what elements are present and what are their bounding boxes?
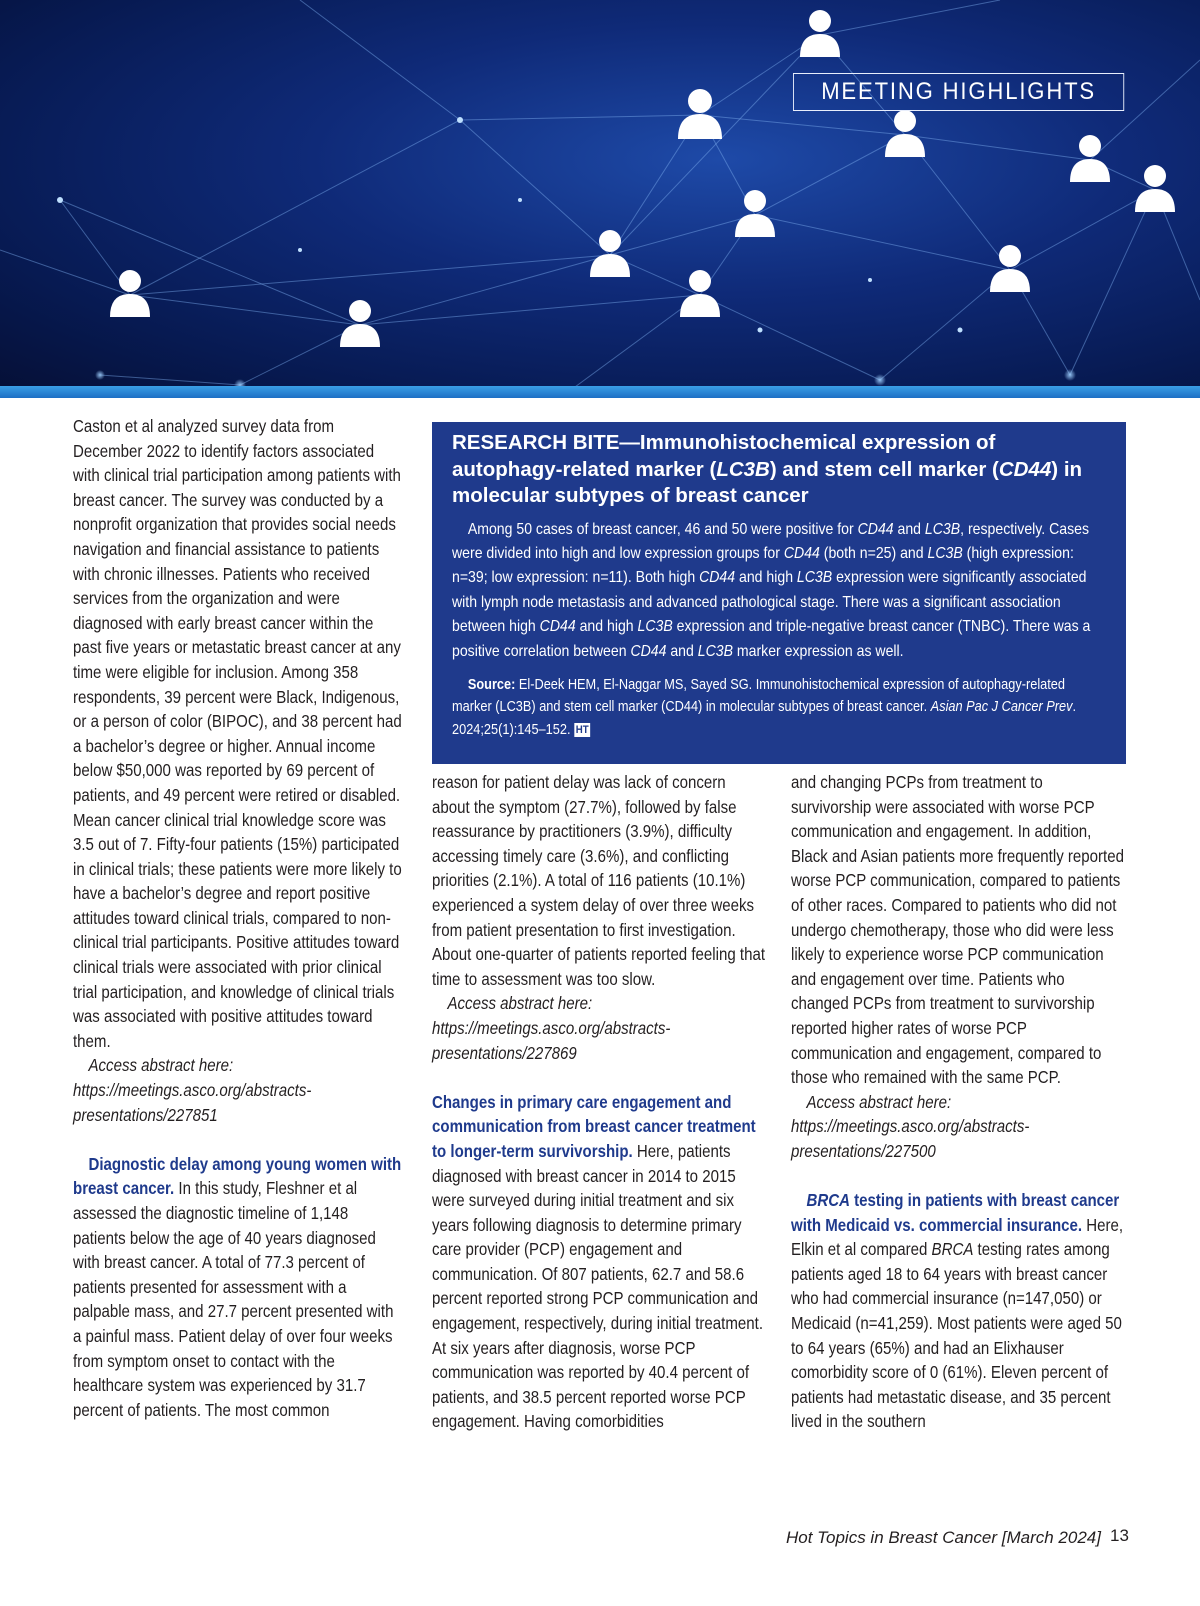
person-icon: [680, 270, 720, 317]
paragraph-text: testing rates among patients aged 18 to 64 years with breast cancer who had commercial insurance (n=147,050) or Medicaid (n=41,259). Most patients were aged 50 to 64 years (65%) and had an Elixhauser comorbidity score of 0 (61%). Eleven percent of patients had metastatic disease, and 35 percent lived in the southern: [791, 1239, 1122, 1432]
gene-name: LC3B: [697, 642, 733, 660]
heading-text: testing in patients with breast cancer with Medicaid vs. commercial insurance.: [791, 1190, 1120, 1235]
gene-name: CD44: [630, 642, 667, 660]
journal-name: Asian Pac J Cancer Prev: [930, 699, 1073, 716]
gene-name: LC3B: [716, 457, 770, 481]
person-icon: [678, 89, 722, 139]
gene-name: LC3B: [637, 618, 673, 636]
network-illustration: [0, 0, 1200, 398]
source-label: Source:: [467, 676, 516, 693]
research-bite-title: [452, 430, 1108, 510]
research-bite-box: [432, 422, 1126, 764]
paragraph: and changing PCPs from treatment to survivorship were associated with worse PCP communication and engagement. In addition, Black and Asian patients more frequently reported worse PCP communication, compared to patients of other races. Compared to patients who did not undergo chemotherapy, those who did were less likely to experience worse PCP communication and engagement over time. Patients who changed PCPs from treatment to survivorship reported higher rates of worse PCP communication and engagement, compared to those who remained with the same PCP.: [791, 772, 1124, 1088]
column-3: [791, 770, 1125, 1434]
person-icon: [1135, 165, 1175, 212]
body-text: , respectively. Cases were divided into high and low expression groups for: [452, 520, 1090, 562]
paragraph: [73, 1152, 402, 1423]
gene-name: BRCA: [806, 1190, 850, 1211]
body-text: and: [666, 642, 698, 660]
spacer: [73, 1127, 402, 1152]
column-2: [432, 770, 766, 1434]
person-icon: [590, 230, 630, 277]
title-text: RESEARCH BITE—Immunohistochemical expression of autophagy-related marker (: [452, 431, 996, 481]
body-text: and high: [575, 618, 638, 636]
paragraph: [791, 1188, 1125, 1434]
hero-stripe: [0, 386, 1200, 398]
body-text: (high expression: n=39; low expression: n=11). Both high: [452, 544, 1074, 587]
research-bite-source: [452, 674, 1103, 742]
hero-banner: [0, 0, 1200, 398]
title-text: ) and stem cell marker (: [769, 457, 999, 481]
abstract-link[interactable]: Access abstract here: https://meetings.asco.org/abstracts-presentations/227851: [73, 1055, 312, 1125]
gene-name: BRCA: [931, 1239, 974, 1260]
citation-text: . 2024;25(1):145–152.: [452, 699, 1077, 738]
paragraph: reason for patient delay was lack of concern about the symptom (27.7%), followed by false reassurance by practitioners (3.9%), difficulty accessing timely care (3.6%), and conflicting priorities (2.1%). A total of 116 patients (10.1%) experienced a system delay of over three weeks from patient presentation to first investigation. About one-quarter of patients reported feeling that time to assessment was too slow.: [432, 772, 766, 989]
person-icon: [735, 190, 775, 237]
abstract-link[interactable]: Access abstract here: https://meetings.asco.org/abstracts-presentations/227500: [791, 1091, 1030, 1161]
section-label: MEETING HIGHLIGHTS: [793, 73, 1124, 111]
spacer: [432, 1065, 766, 1090]
body-text: expression and triple-negative breast cancer (TNBC). There was a positive correlation between: [452, 618, 1091, 660]
ht-logo-icon: HT: [575, 724, 589, 737]
gene-name: LC3B: [796, 569, 833, 587]
title-text: ) in molecular subtypes of breast cancer: [452, 457, 1083, 507]
section-heading: Changes in primary care engagement and communication from breast cancer treatment to longer-term survivorship.: [432, 1091, 756, 1161]
gene-name: CD44: [998, 457, 1052, 481]
gene-name: CD44: [539, 618, 576, 636]
paragraph-text: Here, Elkin et al compared: [791, 1214, 1124, 1260]
person-icons: [110, 10, 1175, 347]
body-text: Among 50 cases of breast cancer, 46 and 50 were positive for: [467, 520, 858, 538]
body-text: and: [893, 520, 925, 538]
spacer: [791, 1164, 1125, 1189]
research-bite-paragraph: [452, 518, 1103, 664]
page-number: 13: [1110, 1526, 1129, 1545]
gene-name: LC3B: [927, 544, 963, 562]
column-1: [73, 414, 402, 1422]
section-heading: [791, 1190, 1119, 1235]
gene-name: LC3B: [924, 520, 961, 538]
gene-name: CD44: [783, 544, 820, 562]
paragraph-text: Here, patients diagnosed with breast cancer in 2014 to 2015 were surveyed during initial treatment and six years following diagnosis to determine primary care provider (PCP) engagement and communication. Of 807 patients, 62.7 and 58.6 percent reported strong PCP communication and engagement, respectively, during initial treatment.: [432, 1140, 764, 1334]
publication-footer: Hot Topics in Breast Cancer [March 2024]: [786, 1528, 1101, 1547]
abstract-link[interactable]: Access abstract here: https://meetings.asco.org/abstracts-presentations/227869: [432, 993, 671, 1063]
paragraph: At six years after diagnosis, worse PCP communication was reported by 40.4 percent of patients, and 38.5 percent reported worse PCP engagement. Having comorbidities: [432, 1337, 750, 1432]
gene-name: CD44: [857, 520, 894, 538]
body-text: marker expression as well.: [732, 642, 904, 660]
person-icon: [800, 10, 840, 57]
source-text: El-Deek HEM, El-Naggar MS, Sayed SG. Immunohistochemical expression of autophagy-related marker (LC3B) and stem cell marker (CD44) in molecular subtypes of breast cancer.: [452, 676, 1066, 716]
paragraph-text: In this study, Fleshner et al assessed the diagnostic timeline of 1,148 patients below the age of 40 years diagnosed with breast cancer. A total of 77.3 percent of patients presented for assessment with a palpable mass, and 27.7 percent presented with a painful mass. Patient delay of over four weeks from symptom onset to contact with the healthcare system was experienced by 31.7 percent of patients. The most common: [73, 1178, 394, 1420]
research-bite-body: [452, 518, 1103, 664]
body-text: and high: [735, 569, 797, 587]
body-text: (both n=25) and: [819, 544, 928, 562]
paragraph: Caston et al analyzed survey data from December 2022 to identify factors associated with clinical trial participation among patients with breast cancer. The survey was conducted by a nonprofit organization that provides social needs navigation and financial assistance to patients with chronic illnesses. Patients who received services from the organization and were diagnosed with early breast cancer within the past five years or metastatic breast cancer at any time were eligible for inclusion. Among 358 respondents, 39 percent were Black, Indigenous, or a person of color (BIPOC), and 38 percent had a bachelor’s degree or higher. Annual income below $50,000 was reported by 69 percent of patients, and 49 percent were retired or disabled. Mean cancer clinical trial knowledge score was 3.5 out of 7. Fifty-four patients (15%) participated in clinical trials; these patients were more likely to have a bachelor’s degree and report positive attitudes toward clinical trials, compared to non-clinical trial participants. Positive attitudes toward clinical trials were associated with prior clinical trial participation, and knowledge of clinical trials was associated with positive attitudes toward them.: [73, 416, 402, 1051]
gene-name: CD44: [699, 569, 736, 587]
paragraph: [432, 1090, 766, 1336]
section-heading: Diagnostic delay among young women with breast cancer.: [73, 1153, 402, 1199]
body-text: expression were significantly associated with lymph node metastasis and advanced pathological stage. There was a significant association between high: [452, 569, 1087, 636]
